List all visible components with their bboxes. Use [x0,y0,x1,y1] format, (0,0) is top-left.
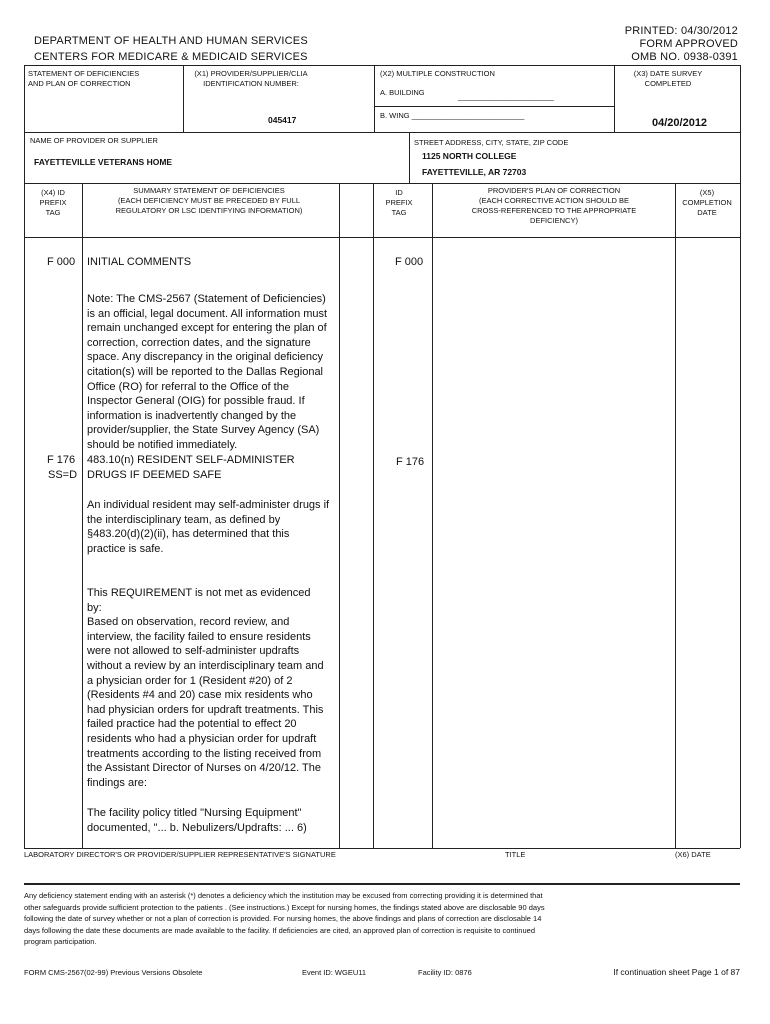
address-city: FAYETTEVILLE, AR 72703 [422,167,527,177]
regulation-paragraph: An individual resident may self-administer drugs if the interdisciplinary team, as defined by §483.20(d)(2)(ii), has determined that this practice is safe. [87,499,330,555]
statement-label: STATEMENT OF DEFICIENCIES AND PLAN OF CORRECTION [28,69,140,88]
scope-severity: SS=D [48,469,78,481]
tag-f176: F 176 [47,454,76,466]
building-label: A. BUILDING [380,88,425,97]
signature-label: LABORATORY DIRECTOR'S OR PROVIDER/SUPPLIER REPRESENTATIVE'S SIGNATURE [24,850,336,859]
tag-f000: F 000 [47,256,76,268]
note-paragraph: Note: The CMS-2567 (Statement of Deficiencies) is an official, legal document. All information must remain unchanged except for entering the plan of correction, correction dates, and the signature space. Any discrepancy in the original deficiency citation(s) will be reported to the Dallas Regional Office (RO) for referral to the Office of the Inspector General (OIG) for possible fraud. If information is inadvertently changed by the provider/supplier, the State Survey Agency (SA) should be notified immediately. [87,293,328,451]
policy-paragraph: The facility policy titled "Nursing Equipment" documented, "... b. Nebulizers/Updrafts: ... 6) [87,807,307,834]
form-number: FORM CMS-2567(02-99) Previous Versions Obsolete [24,968,203,977]
agency-name: CENTERS FOR MEDICARE & MEDICAID SERVICES [34,51,308,63]
initial-comments-title: INITIAL COMMENTS [87,256,192,268]
plan-column-header: PROVIDER'S PLAN OF CORRECTION (EACH CORRECTIVE ACTION SHOULD BE CROSS-REFERENCED TO THE APPROPRIATE DEFICIENCY) [471,186,637,225]
disclaimer: Any deficiency statement ending with an asterisk (*) denotes a deficiency which the institution may be excused from correcting providing it is determined that other safeguards provide sufficient protection to the patients . (See instructions.) Except for nursing homes, the findings stated above are disclosable 90 days following the date of survey whether or not a plan of correction is provided. For nursing homes, the above findings and plans of correction are disclosable 14 days following the date these documents are made available to the facility. If deficiencies are cited, an approved plan of correction is requisite to continued program participation. [24,891,545,946]
id-f176: F 176 [396,456,425,468]
building-blank: _______________________ [458,92,554,101]
address-street: 1125 NORTH COLLEGE [422,151,517,161]
printed-date: PRINTED: 04/30/2012 [624,25,738,37]
findings-paragraph: This REQUIREMENT is not met as evidenced by: Based on observation, record review, and interview, the facility failed to ensure residents were not allowed to self-administer updrafts without a review by an interdisciplinary team and a physician order for 1 (Resident #20) of 2 (Residents #4 and 20) case mix residents who had physician orders for updraft treatments. This failed practice had the potential to effect 20 residents who had a physician order for updraft treatments according to the listing received from the Assistant Director of Nurses on 4/20/12. The findings are: [87,587,324,789]
facility-id: Facility ID: 0876 [418,968,472,977]
summary-column-header: SUMMARY STATEMENT OF DEFICIENCIES (EACH DEFICIENCY MUST BE PRECEDED BY FULL REGULATORY OR LSC IDENTIFYING INFORMATION) [115,186,303,215]
survey-date: 04/20/2012 [652,117,708,129]
signature-date-label: (X6) DATE [675,850,711,859]
provider-name-label: NAME OF PROVIDER OR SUPPLIER [30,136,158,145]
provider-id: 045417 [268,115,297,125]
x4-column-header: (X4) ID PREFIX TAG [39,188,67,217]
id-f000: F 000 [395,256,424,268]
wing-label: B. WING ___________________________ [380,111,525,120]
x3-label: (X3) DATE SURVEY COMPLETED [633,69,703,88]
form-approved: FORM APPROVED [639,38,738,50]
x5-column-header: (X5) COMPLETION DATE [682,188,732,217]
f176-title: 483.10(n) RESIDENT SELF-ADMINISTER DRUGS IF DEEMED SAFE [87,454,295,481]
x1-label: (X1) PROVIDER/SUPPLIER/CLIA IDENTIFICATION NUMBER: [194,69,308,88]
provider-name: FAYETTEVILLE VETERANS HOME [34,157,173,167]
id-column-header: ID PREFIX TAG [385,188,413,217]
department-name: DEPARTMENT OF HEALTH AND HUMAN SERVICES [34,35,308,47]
title-label: TITLE [505,850,526,859]
x2-label: (X2) MULTIPLE CONSTRUCTION [380,69,495,78]
page-indicator: If continuation sheet Page 1 of 87 [613,967,740,977]
omb-number: OMB NO. 0938-0391 [631,51,738,63]
event-id: Event ID: WGEU11 [302,968,367,977]
address-label: STREET ADDRESS, CITY, STATE, ZIP CODE [414,138,569,147]
